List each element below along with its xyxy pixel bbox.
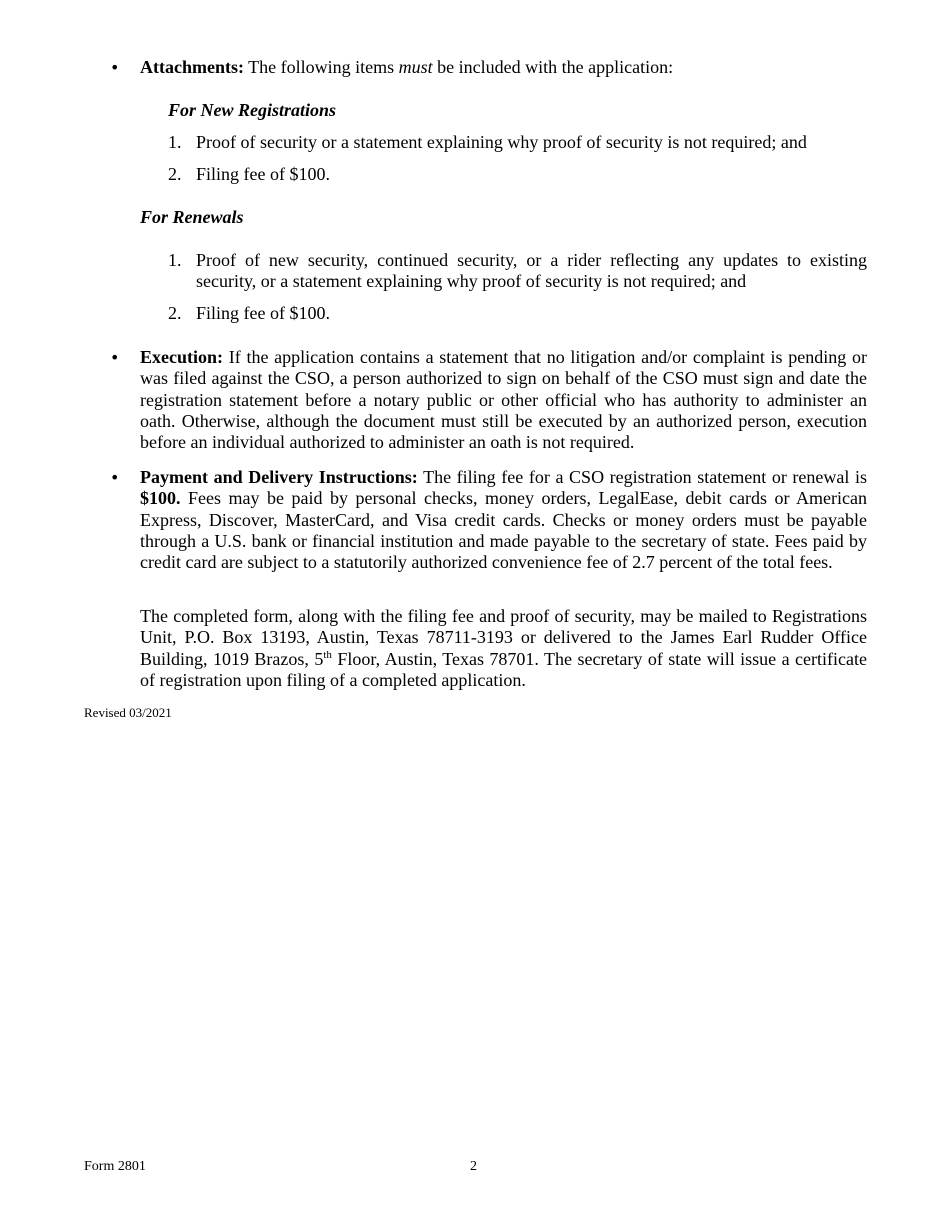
bullet-icon: • (110, 348, 120, 367)
execution-label: Execution: (140, 347, 223, 367)
page-number: 2 (470, 1159, 477, 1174)
bullet-icon: • (110, 58, 120, 77)
list-item: 2. Filing fee of $100. (168, 164, 330, 184)
fee-amount: $100. (140, 488, 181, 509)
delivery-paragraph-block (140, 606, 867, 691)
payment-bullet (110, 467, 868, 573)
attachments-paragraph: Attachments: The following items must be included with the application: (140, 57, 674, 77)
list-item: 1. Proof of new security, continued security, or a rider reflecting any updates to existing security, or a statement explaining why proof of security is not required; and (168, 250, 867, 292)
payment-paragraph: Payment and Delivery Instructions: The filing fee for a CSO registration statement or renewal is $100. Fees may be paid by personal checks, money orders, LegalEase, debit cards or American Express, Discover, MasterCard, and Visa credit cards. Checks or money orders must be payable through a U.S. bank or financial institution and made payable to the secretary of state. Fees paid by credit card are subject to a statutorily authorized convenience fee of 2.7 percent of the total fees. (140, 467, 868, 573)
renewals-heading: For Renewals (140, 207, 244, 227)
revision-date: Revised 03/2021 (84, 705, 172, 720)
attachments-label: Attachments: (140, 57, 244, 77)
new-registrations-heading: For New Registrations (168, 100, 337, 120)
form-number: Form 2801 (84, 1159, 146, 1174)
delivery-paragraph: The completed form, along with the filing fee and proof of security, may be mailed to Registrations Unit, P.O. Box 13193, Austin, Texas 78711-3193 or delivered to the James Earl Rudder Office Building, 1019 Brazos, 5th Floor, Austin, Texas 78701. The secretary of state will issue a certificate of registration upon filing of a completed application. (140, 606, 867, 690)
attachments-bullet (110, 57, 867, 78)
execution-paragraph: Execution: If the application contains a statement that no litigation and/or complaint is pending or was filed against the CSO, a person authorized to sign on behalf of the CSO must sign and date the registration statement before a notary public or other official who has authority to administer an oath. Otherwise, although the document must still be executed by an authorized person, execution before an individual authorized to administer an oath is not required. (140, 347, 867, 453)
must-emphasis: must (398, 57, 433, 77)
payment-label: Payment and Delivery Instructions: (140, 467, 418, 487)
list-item: 1. Proof of security or a statement explaining why proof of security is not required; and (168, 132, 807, 152)
bullet-icon: • (110, 468, 120, 487)
execution-bullet (110, 347, 867, 453)
list-item: 2. Filing fee of $100. (168, 303, 330, 323)
